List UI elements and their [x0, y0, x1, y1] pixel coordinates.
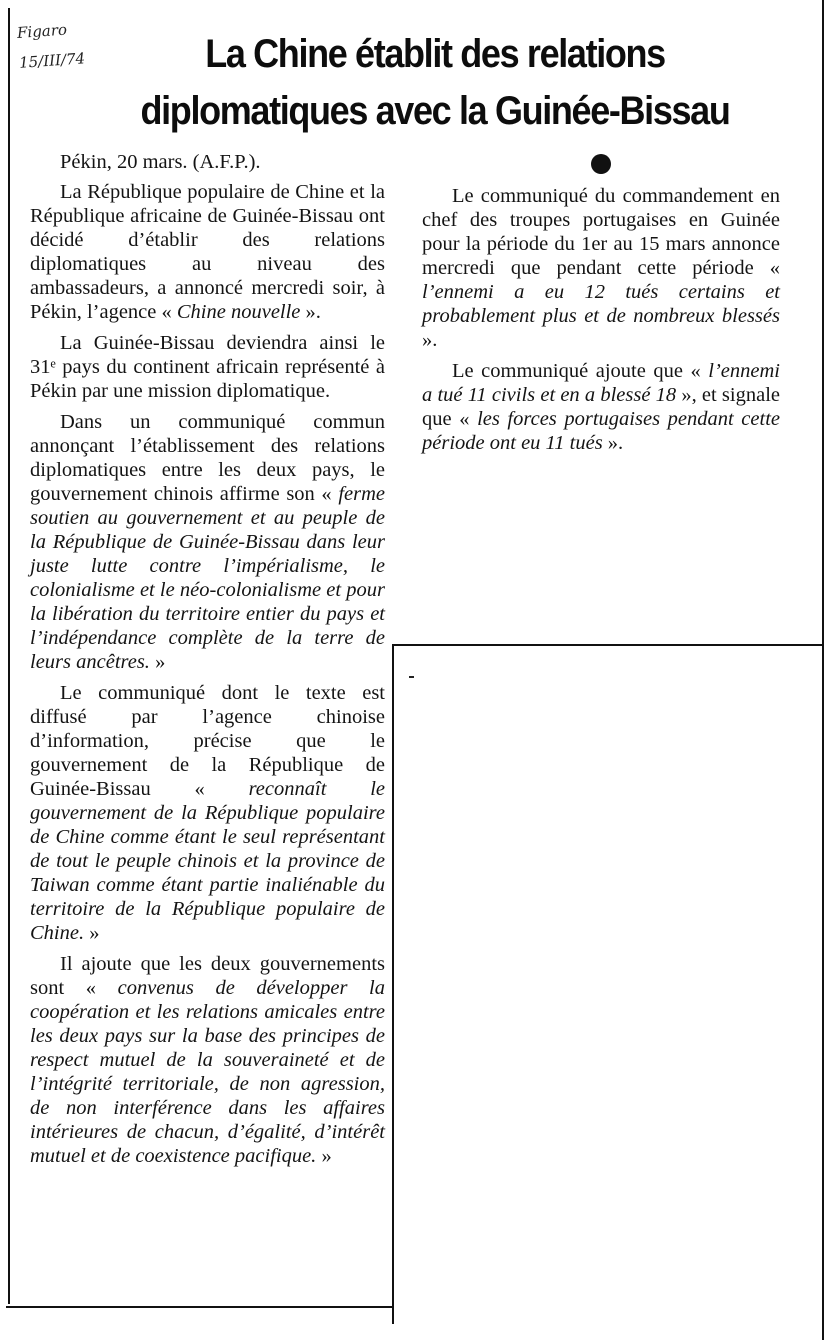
dateline: Pékin, 20 mars. (A.F.P.).	[60, 151, 261, 173]
handwritten-note	[16, 13, 86, 77]
frame-bottom-rule	[6, 1306, 392, 1308]
paragraph-7: Le communiqué ajoute que « l’ennemi a tué 11 civils et en a blessé 18 », et signale que « les forces portugaises pendant cette période ont eu 11 tués ».	[422, 360, 780, 454]
section-bullet-icon	[591, 154, 611, 174]
article-column-right	[422, 150, 780, 462]
paragraph-3: Dans un communiqué commun annonçant l’établissement des relations diplomatiques entre les deux pays, le gouvernement chinois affirme son « ferme soutien au gouvernement et au peuple de la République de Guinée-Bissau dans leur juste lutte contre l’impérialisme, le colonialisme et le néo-colonialisme et pour la libération du territoire entier du pays et l’indépendance complète de la terre de leurs ancêtres. »	[30, 411, 385, 673]
article-column-left	[30, 150, 385, 1175]
note-line-1: Figaro	[16, 20, 68, 42]
frame-top-rule	[392, 644, 824, 646]
headline-line-2: diplomatiques avec la Guinée-Bissau	[140, 89, 730, 133]
frame-mid-rule	[392, 644, 394, 1324]
paragraph-1: La République populaire de Chine et la République africaine de Guinée-Bissau ont décidé d’établir des relations diplomatiques au niveau des ambassadeurs, a annoncé mercredi soir, à Pékin, l’agence « Chine nouvelle ».	[30, 181, 385, 323]
note-line-2: 15/III/74	[18, 49, 86, 72]
headline	[98, 26, 773, 140]
frame-right-rule	[822, 0, 824, 1340]
paragraph-2: La Guinée-Bissau deviendra ainsi le 31ᵉ pays du continent africain représenté à Pékin par une mission diplomatique.	[30, 332, 385, 402]
paragraph-5: Il ajoute que les deux gouvernements sont « convenus de développer la coopération et les relations amicales entre les deux pays sur la base des principes de respect mutuel de la souveraineté et de l’intégrité territoriale, de non agression, de non interférence dans les affaires intérieures de chacun, d’égalité, d’intérêt mutuel et de coexistence pacifique. »	[30, 953, 385, 1167]
paragraph-4: Le communiqué dont le texte est diffusé par l’agence chinoise d’information, précise que le gouvernement de la République de Guinée-Bissau « reconnaît le gouvernement de la République populaire de Chine comme étant le seul représentant de tout le peuple chinois et la province de Taiwan comme étant partie inaliénable du territoire de la République populaire de Chine. »	[30, 682, 385, 944]
left-column-rule	[8, 8, 10, 1304]
paragraph-6: Le communiqué du commandement en chef des troupes portugaises en Guinée pour la période du 1er au 15 mars annonce mercredi que pendant cette période « l’ennemi a eu 12 tués certains et probablement plus et de nombreux blessés ».	[422, 185, 780, 351]
stray-mark	[409, 676, 414, 678]
headline-line-1: La Chine établit des relations	[205, 32, 665, 76]
